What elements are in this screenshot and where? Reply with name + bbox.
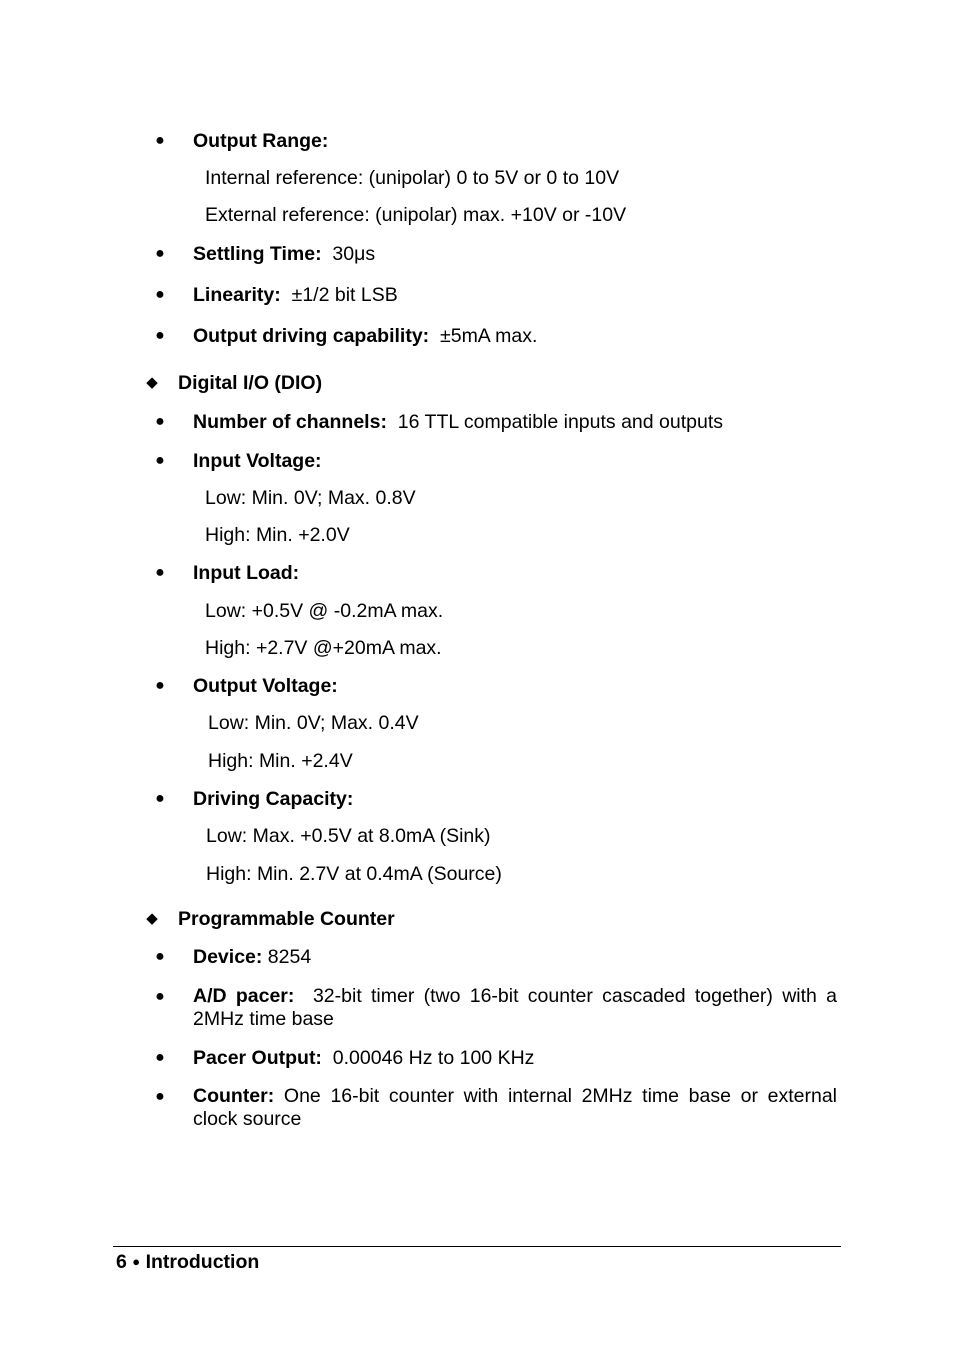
- diamond-bullet-icon: ◆: [146, 374, 158, 391]
- driving-capacity-high: High: Min. 2.7V at 0.4mA (Source): [206, 863, 502, 885]
- output-driving-label: Output driving capability:: [193, 325, 430, 347]
- bullet-icon: ●: [155, 245, 165, 262]
- pacer-output-label: Pacer Output:: [193, 1047, 322, 1069]
- bullet-icon: ●: [155, 790, 165, 807]
- input-voltage-low: Low: Min. 0V; Max. 0.8V: [205, 487, 416, 509]
- output-range-label: Output Range:: [193, 130, 329, 152]
- device-item: [193, 945, 311, 969]
- bullet-icon: ●: [155, 948, 165, 965]
- bullet-icon: ●: [155, 327, 165, 344]
- dio-section-title: Digital I/O (DIO): [178, 372, 323, 394]
- ad-pacer-value: 32-bit timer (two 16-bit counter cascaded together) with a 2MHz time base: [193, 985, 837, 1030]
- linearity-label: Linearity:: [193, 284, 281, 306]
- ad-pacer-item: [193, 985, 837, 1031]
- input-load-high: High: +2.7V @+20mA max.: [205, 637, 442, 659]
- output-voltage-high: High: Min. +2.4V: [208, 750, 353, 772]
- bullet-icon: ●: [155, 677, 165, 694]
- output-range-external: External reference: (unipolar) max. +10V or -10V: [205, 204, 627, 226]
- driving-capacity-low: Low: Max. +0.5V at 8.0mA (Sink): [206, 825, 491, 847]
- footer-section: Introduction: [145, 1251, 260, 1273]
- bullet-icon: ●: [155, 1049, 165, 1066]
- channels-value: 16 TTL compatible inputs and outputs: [397, 411, 724, 433]
- counter-section-title: Programmable Counter: [178, 908, 395, 930]
- page-number: 6: [116, 1251, 127, 1273]
- counter-value: One 16-bit counter with internal 2MHz time base or external clock source: [193, 1085, 837, 1130]
- diamond-bullet-icon: ◆: [146, 910, 158, 927]
- linearity-value: ±1/2 bit LSB: [291, 284, 398, 306]
- input-voltage-label: Input Voltage:: [193, 450, 322, 472]
- bullet-icon: ●: [155, 988, 165, 1005]
- channels-item: [193, 410, 723, 434]
- bullet-icon: ●: [155, 564, 165, 581]
- device-value: 8254: [267, 946, 312, 968]
- settling-time-value: 30μs: [332, 243, 376, 265]
- bullet-icon: ●: [155, 1088, 165, 1105]
- bullet-icon: ●: [155, 286, 165, 303]
- input-load-low: Low: +0.5V @ -0.2mA max.: [205, 600, 444, 622]
- output-range-internal: Internal reference: (unipolar) 0 to 5V or 0 to 10V: [205, 167, 620, 189]
- bullet-icon: ●: [155, 452, 165, 469]
- counter-item: [193, 1085, 837, 1131]
- channels-label: Number of channels:: [193, 411, 387, 433]
- device-label: Device:: [193, 946, 263, 968]
- output-driving-value: ±5mA max.: [440, 325, 538, 347]
- pacer-output-item: [193, 1046, 534, 1070]
- settling-time-item: [193, 242, 375, 266]
- footer-dot-icon: ●: [132, 1254, 141, 1269]
- input-load-label: Input Load:: [193, 562, 300, 584]
- counter-label: Counter:: [193, 1085, 275, 1107]
- ad-pacer-label: A/D pacer:: [193, 985, 295, 1007]
- output-voltage-low: Low: Min. 0V; Max. 0.4V: [208, 712, 419, 734]
- footer-divider: [113, 1246, 841, 1247]
- output-driving-item: [193, 324, 537, 348]
- settling-time-label: Settling Time:: [193, 243, 322, 265]
- bullet-icon: ●: [155, 132, 165, 149]
- pacer-output-value: 0.00046 Hz to 100 KHz: [332, 1047, 535, 1069]
- linearity-item: [193, 283, 398, 307]
- page-footer: [116, 1250, 259, 1274]
- input-voltage-high: High: Min. +2.0V: [205, 524, 350, 546]
- bullet-icon: ●: [155, 413, 165, 430]
- driving-capacity-label: Driving Capacity:: [193, 788, 354, 810]
- output-voltage-label: Output Voltage:: [193, 675, 338, 697]
